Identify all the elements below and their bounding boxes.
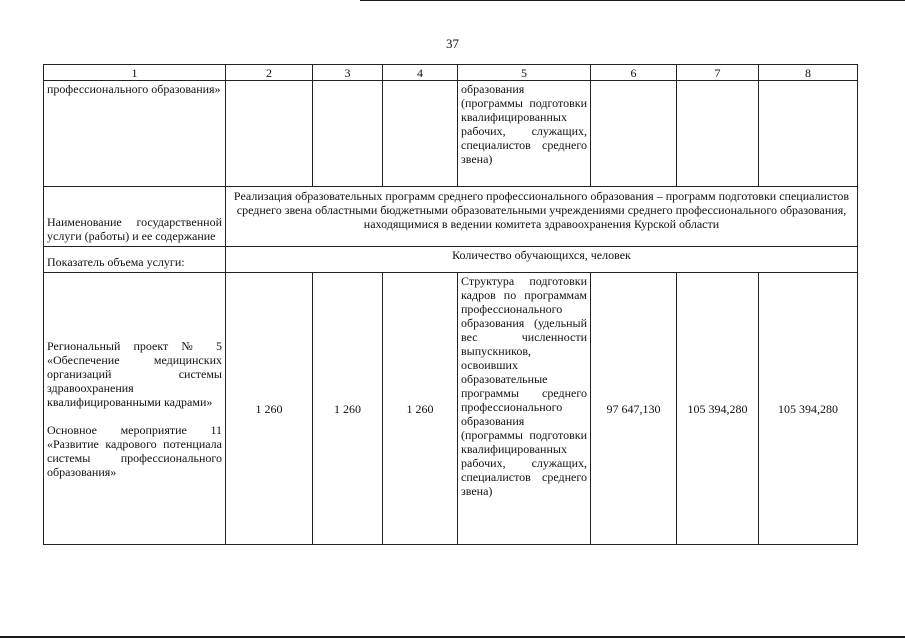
continuation-row xyxy=(44,81,858,187)
service-name-value: Реализация образовательных программ среднего профессионального образования – программ подготовки специалистов среднего звена областными бюджетными образовательными учреждениями среднего профессионального образования, находящимися в ведении комитета здравоохранения Курской области xyxy=(226,187,858,247)
scan-edge-bottom xyxy=(0,636,905,638)
volume-indicator-label: Показатель объема услуги: xyxy=(44,247,226,273)
main-activity-text: Основное мероприятие 11 «Развитие кадрового потенциала системы профессионального образования» xyxy=(47,422,222,479)
volume-indicator-row xyxy=(44,247,858,273)
header-cell: 3 xyxy=(313,65,383,81)
scan-edge-top xyxy=(360,0,905,1)
header-cell: 6 xyxy=(591,65,677,81)
empty-cell xyxy=(226,81,313,187)
regional-project-text: Региональный проект № 5 «Обеспечение медицинских организаций системы здравоохранения квалифицированными кадрами» xyxy=(47,338,222,409)
header-cell: 7 xyxy=(677,65,759,81)
value-col7: 105 394,280 xyxy=(677,273,759,545)
value-col6: 97 647,130 xyxy=(591,273,677,545)
header-cell: 1 xyxy=(44,65,226,81)
budget-table xyxy=(43,64,858,545)
page-number: 37 xyxy=(446,36,459,51)
value-col2: 1 260 xyxy=(226,273,313,545)
main-row-label xyxy=(44,273,226,545)
header-cell: 4 xyxy=(383,65,458,81)
value-col4: 1 260 xyxy=(383,273,458,545)
header-cell: 5 xyxy=(458,65,591,81)
service-name-row xyxy=(44,187,858,247)
continuation-col1: профессионального образования» xyxy=(44,81,226,187)
service-name-label: Наименование государственной услуги (работы) и ее содержание xyxy=(44,187,226,247)
spacer xyxy=(47,409,222,423)
volume-indicator-value: Количество обучающихся, человек xyxy=(226,247,858,273)
header-row xyxy=(44,65,858,81)
empty-cell xyxy=(759,81,858,187)
continuation-col5: образования (программы подготовки квалифицированных рабочих, служащих, специалистов среднего звена) xyxy=(458,81,591,187)
value-col3: 1 260 xyxy=(313,273,383,545)
empty-cell xyxy=(677,81,759,187)
empty-cell xyxy=(383,81,458,187)
main-data-row xyxy=(44,273,858,545)
header-cell: 8 xyxy=(759,65,858,81)
indicator-description: Структура подготовки кадров по программам профессионального образования (удельный вес численности выпускников, освоивших образовательные программы среднего профессионального образования (программы подготовки квалифицированных рабочих, служащих, специалистов среднего звена) xyxy=(458,273,591,545)
empty-cell xyxy=(313,81,383,187)
value-col8: 105 394,280 xyxy=(759,273,858,545)
header-cell: 2 xyxy=(226,65,313,81)
empty-cell xyxy=(591,81,677,187)
